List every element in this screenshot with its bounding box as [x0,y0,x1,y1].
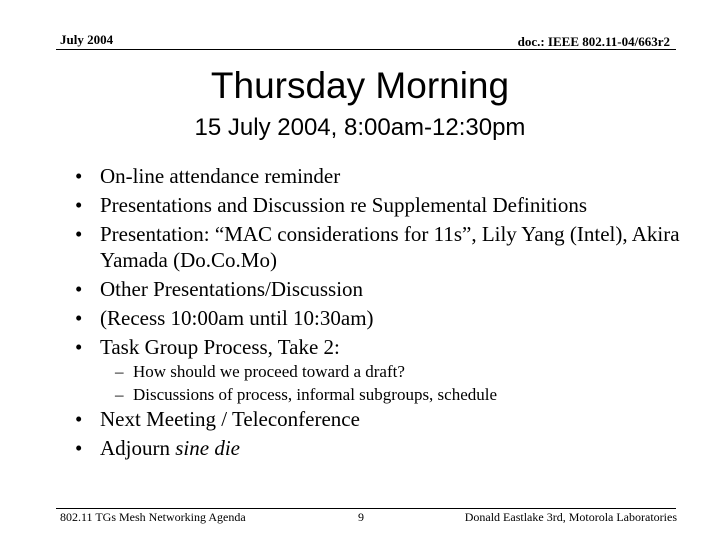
bullet-dot-icon: • [75,335,83,359]
bullet-item [75,305,685,331]
bullet-text-italic: sine die [175,436,240,460]
sub-bullet-text: Discussions of process, informal subgroups, schedule [133,385,498,404]
footer-divider [56,508,676,509]
bullet-dot-icon: • [75,277,83,301]
sub-bullet-item [115,360,675,383]
bullet-item [75,334,685,360]
bullet-dot-icon: • [75,436,83,460]
header-date: July 2004 [60,32,114,47]
footer-page-number: 9 [358,510,364,524]
bullet-dot-icon: • [75,407,83,431]
dash-icon: – [115,385,124,404]
header-divider [56,49,676,50]
bullet-text: Presentation: “MAC considerations for 11s”, Lily Yang (Intel), Akira Yamada (Do.Co.Mo) [100,222,680,272]
slide-title: Thursday Morning [210,65,510,106]
footer-right-text: Donald Eastlake 3rd, Motorola Laboratories [464,510,677,524]
bullet-dot-icon: • [75,306,83,330]
bullet-text: Next Meeting / Teleconference [100,407,360,431]
bullet-dot-icon: • [75,193,83,217]
sub-bullet-list [115,360,675,406]
sub-bullet-item [115,383,675,406]
bullet-text: Other Presentations/Discussion [100,277,364,301]
bullet-text: Presentations and Discussion re Supplemental Definitions [100,193,588,217]
bullet-dot-icon: • [75,222,83,246]
bullet-list [75,163,685,363]
bullet-item [75,406,685,432]
bullet-text: Task Group Process, Take 2: [100,335,340,359]
bullet-item [75,192,685,218]
footer-left-text: 802.11 TGs Mesh Networking Agenda [60,510,246,524]
bullet-text: On-line attendance reminder [100,164,341,188]
bullet-list-after [75,406,685,464]
bullet-text-prefix: Adjourn [100,436,176,460]
header-doc-id: doc.: IEEE 802.11-04/663r2 [517,34,670,49]
bullet-item [75,435,685,461]
bullet-dot-icon: • [75,164,83,188]
bullet-item [75,276,685,302]
dash-icon: – [115,362,124,381]
sub-bullet-text: How should we proceed toward a draft? [133,362,405,381]
bullet-text: (Recess 10:00am until 10:30am) [100,306,374,330]
slide-subtitle: 15 July 2004, 8:00am-12:30pm [194,114,526,141]
bullet-item [75,163,685,189]
bullet-item [75,221,685,273]
